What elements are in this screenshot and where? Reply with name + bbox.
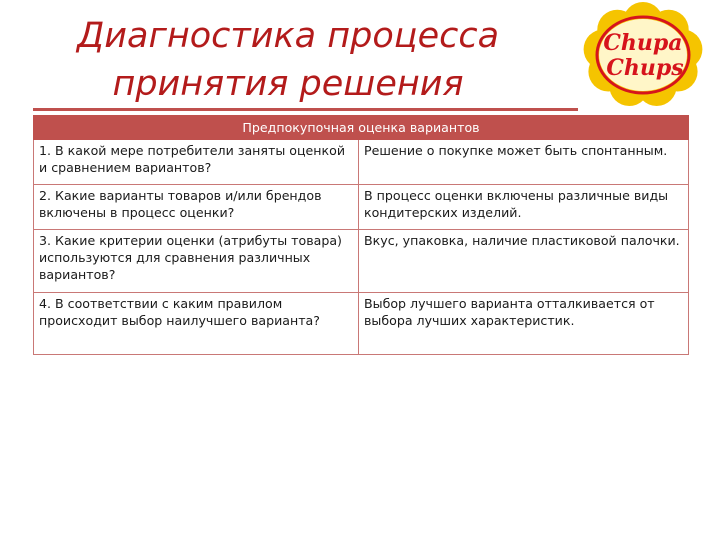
table-row [34,230,689,293]
table-row [34,293,689,355]
evaluation-table-container [33,112,688,355]
question-cell: 3. Какие критерии оценки (атрибуты товара) используются для сравнения различных вариантов? [34,230,359,293]
answer-cell: Вкус, упаковка, наличие пластиковой палочки. [359,230,689,293]
logo-text-chupa: Chupa [603,30,683,56]
slide-title [38,12,538,108]
table-row [34,140,689,185]
table-header: Предпокупочная оценка вариантов [34,114,689,140]
question-cell: 2. Какие варианты товаров и/или брендов включены в процесс оценки? [34,185,359,230]
evaluation-table [33,112,689,355]
slide-title-line-2: принятия решения [112,64,464,104]
answer-cell: В процесс оценки включены различные виды кондитерских изделий. [359,185,689,230]
chupa-chups-logo [578,2,708,108]
answer-cell: Выбор лучшего варианта отталкивается от выбора лучших характеристик. [359,293,689,355]
slide-title-line-1: Диагностика процесса [76,16,500,56]
daisy-logo-icon [578,2,708,108]
question-cell: 1. В какой мере потребители заняты оценкой и сравнением вариантов? [34,140,359,185]
answer-cell: Решение о покупке может быть спонтанным. [359,140,689,185]
question-cell: 4. В соответствии с каким правилом происходит выбор наилучшего варианта? [34,293,359,355]
table-row [34,185,689,230]
table-header-row [34,114,689,140]
logo-text-chups: Chups [606,55,684,81]
header-accent-bar [33,108,578,111]
